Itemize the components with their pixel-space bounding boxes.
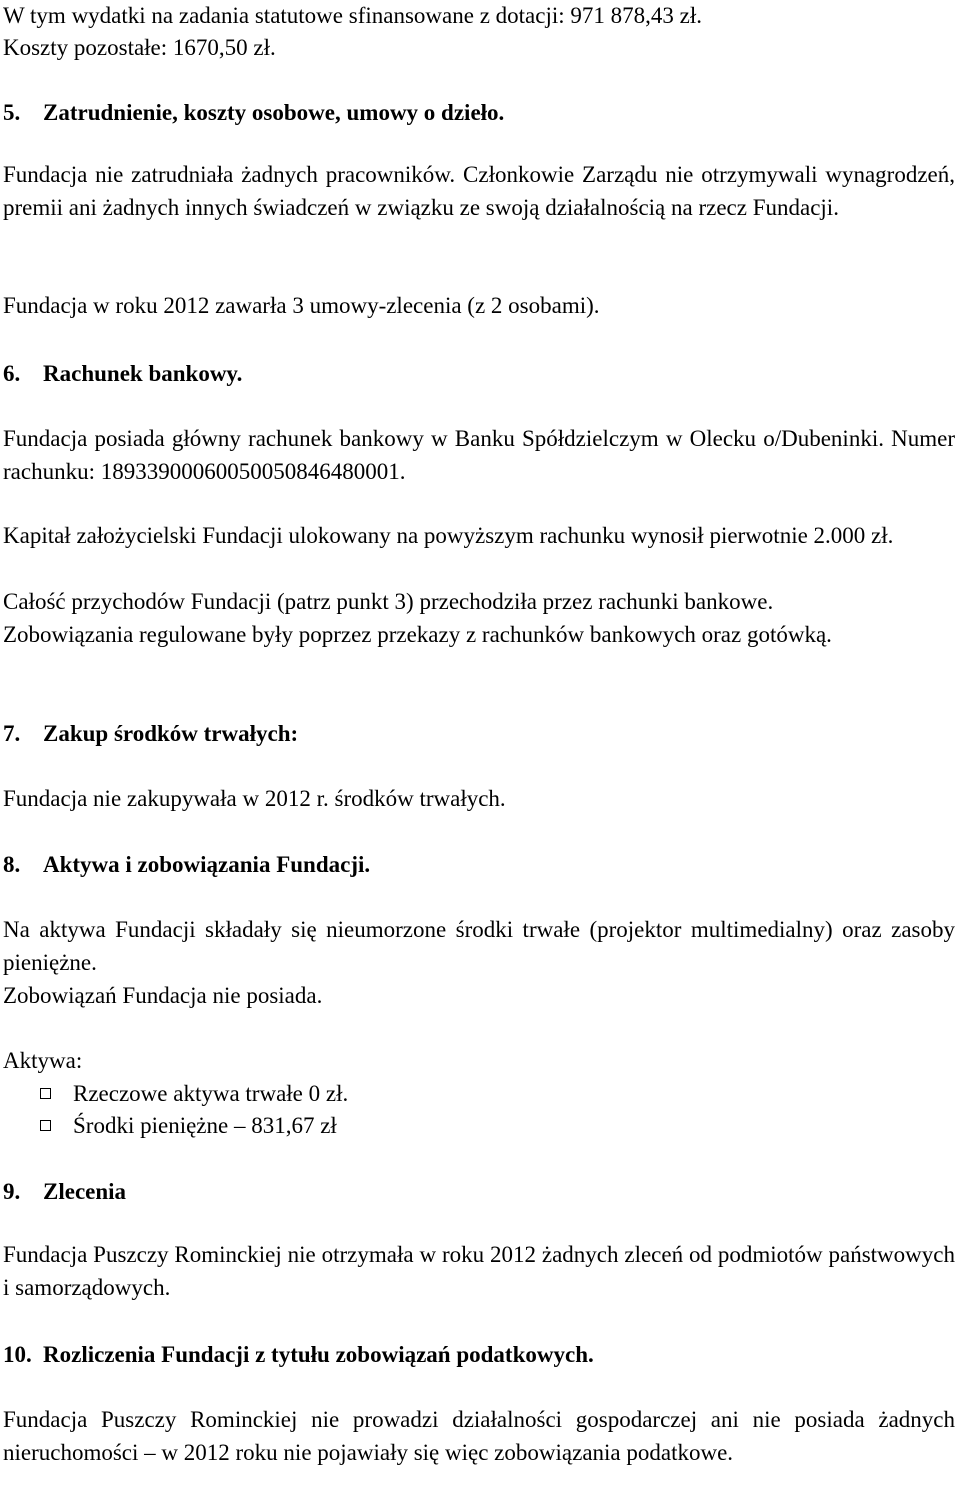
assets-list-item [40,1078,940,1111]
section-6-number: 6. [3,361,21,386]
assets-label: Aktywa: [3,1048,83,1073]
section-6-title: Rachunek bankowy. [43,361,243,386]
assets-item-text: Rzeczowe aktywa trwałe 0 zł. [73,1081,349,1106]
section-9-heading [3,1176,955,1209]
checkbox-bullet-icon [40,1088,51,1099]
section-9-number: 9. [3,1179,21,1204]
section-8-title: Aktywa i zobowiązania Fundacji. [43,852,371,877]
section-5-heading [3,97,955,130]
section-8-paragraph-assets: Na aktywa Fundacji składały się nieumorzone środki trwałe (projektor multimedialny) oraz zasoby pieniężne. [3,917,955,975]
assets-list-item [40,1110,940,1143]
section-10-title: Rozliczenia Fundacji z tytułu zobowiązań podatkowych. [43,1342,594,1367]
expenses-statutory-line: W tym wydatki na zadania statutowe sfinansowane z dotacji: 971 878,43 zł. [3,3,702,28]
section-5-paragraph-contracts: Fundacja w roku 2012 zawarła 3 umowy-zlecenia (z 2 osobami). [3,293,600,318]
section-8-heading [3,849,955,882]
assets-item-text: Środki pieniężne – 831,67 zł [73,1113,337,1138]
other-costs-line: Koszty pozostałe: 1670,50 zł. [3,35,276,60]
section-7-heading [3,718,955,751]
section-7-title: Zakup środków trwałych: [43,721,299,746]
section-5-paragraph-employment: Fundacja nie zatrudniała żadnych pracowników. Członkowie Zarządu nie otrzymywali wynagrodzeń, premii ani żadnych innych świadczeń w związku ze swoją działalnością na rzecz Fundacji. [3,162,955,220]
section-10-heading [3,1339,955,1372]
section-9-title: Zlecenia [43,1179,127,1204]
section-10-number: 10. [3,1342,32,1367]
section-7-number: 7. [3,721,21,746]
section-5-title: Zatrudnienie, koszty osobowe, umowy o dzieło. [43,100,505,125]
section-8-number: 8. [3,852,21,877]
section-6-paragraph-capital: Kapitał założycielski Fundacji ulokowany na powyższym rachunku wynosił pierwotnie 2.000 zł. [3,523,894,548]
section-7-paragraph: Fundacja nie zakupywała w 2012 r. środków trwałych. [3,786,506,811]
section-5-number: 5. [3,100,21,125]
section-9-paragraph: Fundacja Puszczy Rominckiej nie otrzymała w roku 2012 żadnych zleceń od podmiotów państwowych i samorządowych. [3,1242,955,1300]
section-10-paragraph: Fundacja Puszczy Rominckiej nie prowadzi działalności gospodarczej ani nie posiada żadnych nieruchomości – w 2012 roku nie pojawiały się więc zobowiązania podatkowe. [3,1407,955,1465]
section-6-heading [3,358,955,391]
section-6-paragraph-account: Fundacja posiada główny rachunek bankowy w Banku Spółdzielczym w Olecku o/Dubeninki. Numer rachunku: 18933900060050050846480001. [3,426,955,484]
section-8-paragraph-liabilities: Zobowiązań Fundacja nie posiada. [3,983,323,1008]
checkbox-bullet-icon [40,1120,51,1131]
section-6-paragraph-liabilities: Zobowiązania regulowane były poprzez przekazy z rachunków bankowych oraz gotówką. [3,622,832,647]
section-6-paragraph-revenue: Całość przychodów Fundacji (patrz punkt 3) przechodziła przez rachunki bankowe. [3,589,774,614]
